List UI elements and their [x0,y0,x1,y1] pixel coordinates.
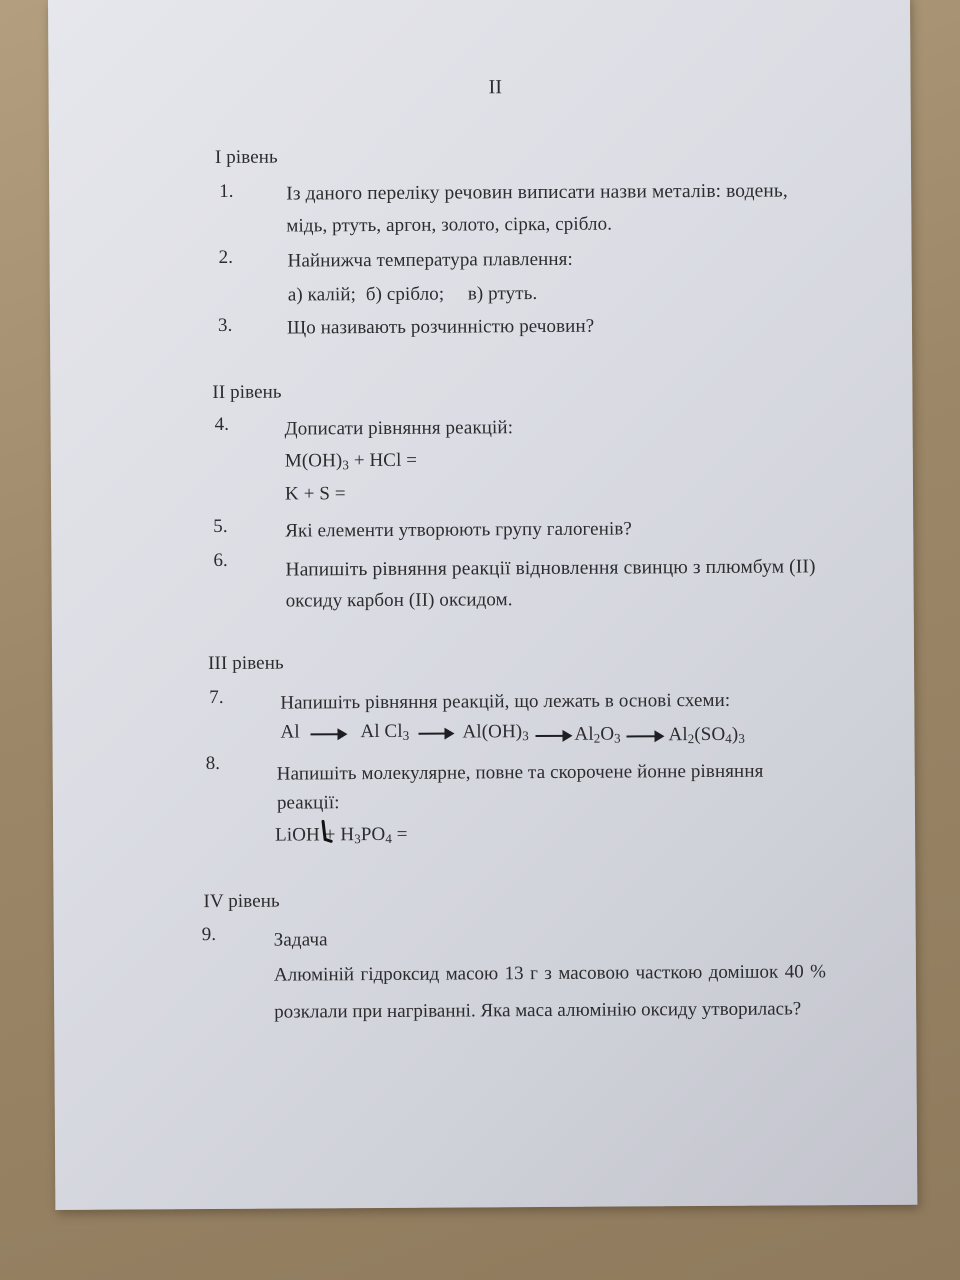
question-4-line-1: Дописати рівняння реакцій: [284,417,514,440]
scheme-arrow-1 [310,733,343,735]
scheme-step-4 [574,724,620,747]
level-3-heading: III рівень [207,652,284,675]
scheme-step-4-b: O [600,723,615,745]
level-1-heading: I рівень [214,146,278,168]
question-6-number: 6. [213,549,228,571]
question-5-number: 5. [213,515,228,538]
question-3-line-1: Що називають розчинністю речовин? [286,315,595,339]
level-4-heading: IV рівень [203,890,280,913]
scheme-step-3 [462,721,528,744]
eq8-sub-1: 3 [354,831,361,847]
question-4-equation-1 [285,450,417,474]
page-title: II [488,76,503,99]
scheme-step-5-sub-1: 2 [687,731,695,747]
question-2-line-1: Найнижча температура плавлення: [287,248,573,272]
question-7-line-1: Напишіть рівняння реакцій, що лежать в основі схеми: [280,689,731,714]
scheme-step-1: Al [280,721,300,743]
question-4-equation-2: K + S = [284,483,346,505]
level-2-heading: II рівень [212,381,282,404]
scheme-arrow-3 [535,735,568,737]
eq1-subscript: 3 [342,457,349,473]
scheme-step-5-sub-3: 3 [738,730,745,746]
question-2-option-c: в) ртуть. [467,283,538,305]
question-2-option-b: б) срібло; [365,283,445,306]
question-8-line-2: реакції: [276,792,340,814]
question-6-line-2: оксиду карбон (II) оксидом. [285,589,513,612]
scheme-arrow-2 [418,733,450,735]
scheme-step-4-a: Al [574,723,594,745]
question-8-number: 8. [205,752,221,775]
scheme-step-5-b: (SO [694,723,726,746]
question-9-heading: Задача [273,929,328,951]
question-8-equation [275,824,408,848]
question-9-body: Алюміній гідроксид масою 13 г з масовою часткою домішок 40 % розклали при нагріванні. Яка маса алюмінію оксиду утворилась? [273,961,827,1023]
eq1-part-1: M(OH) [284,450,343,472]
scheme-step-2-sub: 3 [402,727,410,743]
question-1-line-2: мідь, ртуть, аргон, золото, сірка, срібло. [286,213,613,237]
question-2-option-a: а) калій; [287,284,357,306]
scheme-step-5-c: ) [731,723,739,745]
question-4-number: 4. [214,413,230,435]
scheme-step-3-main: Al(OH) [462,721,523,743]
question-9-number: 9. [201,923,217,946]
worksheet-page [48,0,917,1210]
eq1-part-2: + HCl = [348,449,418,472]
scheme-step-4-sub-1: 2 [593,730,601,746]
question-3-number: 3. [217,314,233,336]
ink-mark [321,819,333,843]
scheme-step-5 [668,724,745,747]
question-2-number: 2. [218,246,234,268]
eq8-sub-2: 4 [385,830,392,846]
eq8-part-3: = [391,823,408,845]
question-7-number: 7. [209,686,224,709]
eq8-part-2: PO [360,823,386,846]
question-5-line-1: Які елементи утворюють групу галогенів? [285,518,633,542]
eq8-part-1: LiOH + H [275,824,355,846]
question-8-line-1: Напишіть молекулярне, повне та скорочене йонне рівняння [276,760,764,785]
scheme-step-2-main: Al Cl [360,720,403,743]
question-1-number: 1. [219,180,234,202]
scheme-step-5-a: Al [668,724,688,746]
scheme-arrow-4 [627,735,661,737]
scheme-step-5-sub-2: 4 [725,730,732,746]
scheme-step-3-sub: 3 [522,728,529,744]
question-6-line-1: Напишіть рівняння реакції відновлення свинцю з плюмбум (II) [285,556,816,581]
question-1-line-1: Із даного переліку речовин виписати назви металів: водень, [286,180,788,205]
scheme-step-4-sub-2: 3 [614,730,621,746]
scheme-step-2 [360,721,409,744]
